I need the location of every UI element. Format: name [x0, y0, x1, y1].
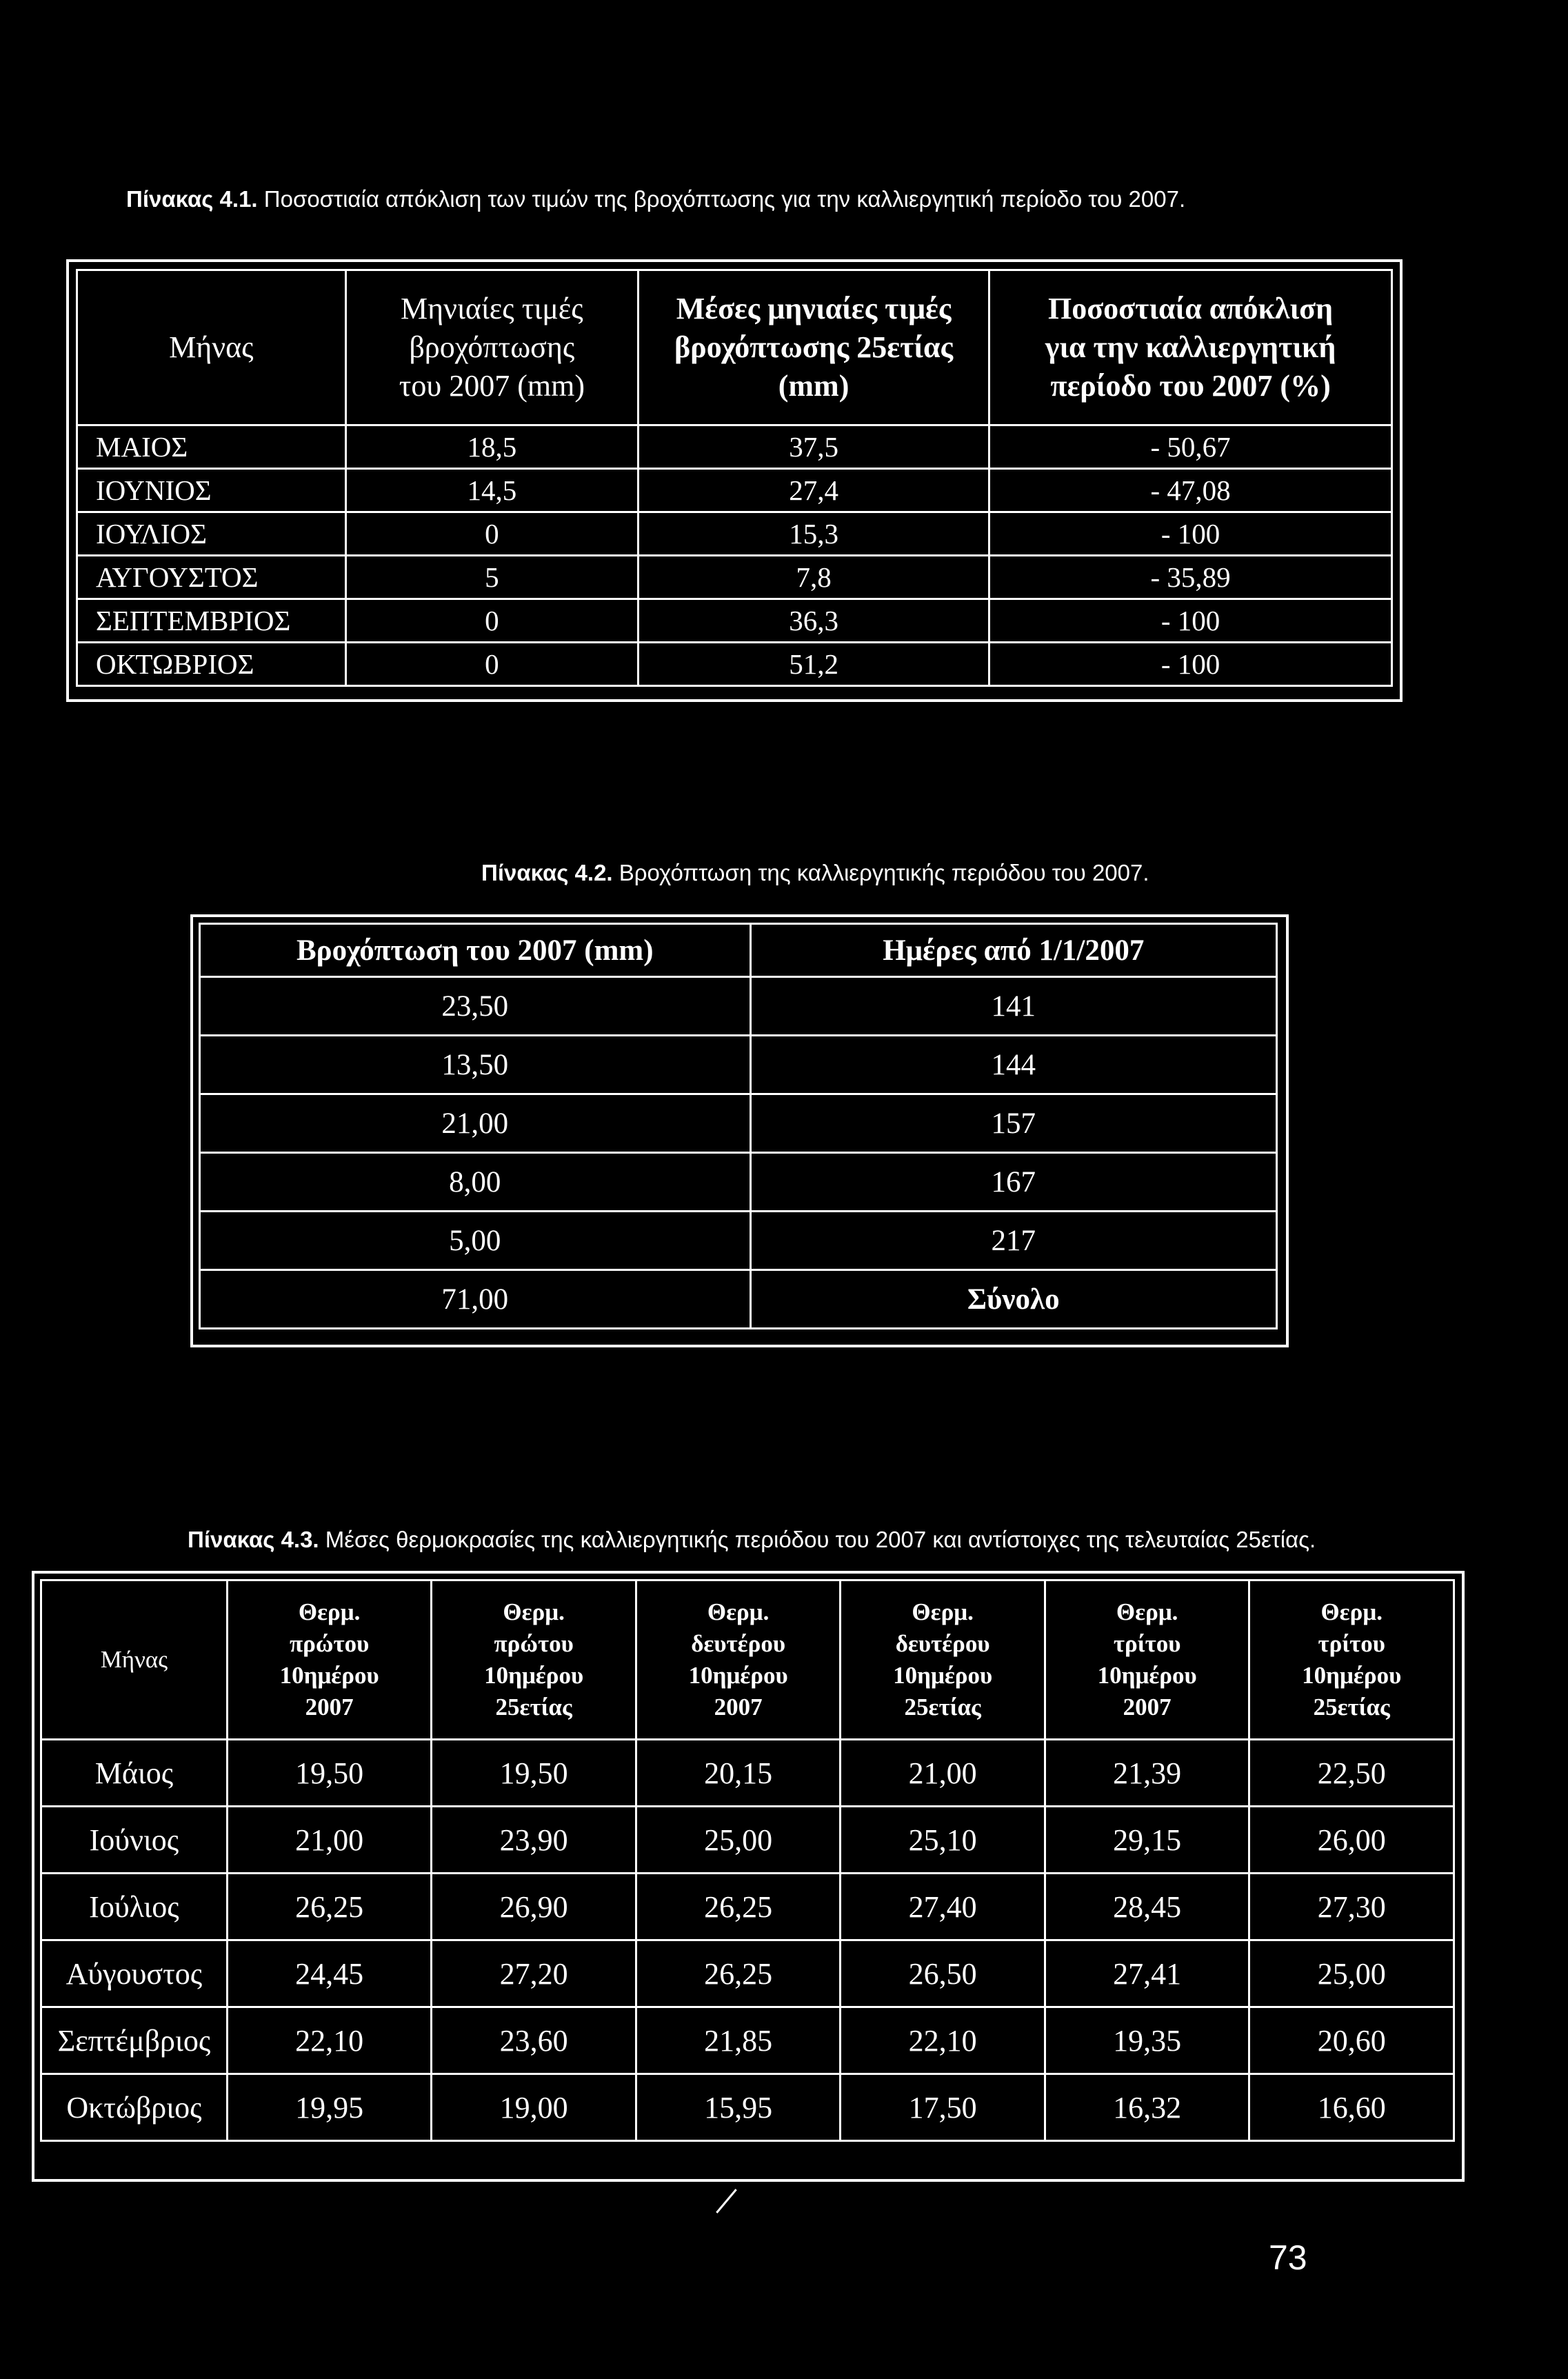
table-cell: 5,00	[200, 1212, 751, 1270]
table-cell: 22,10	[841, 2007, 1045, 2074]
table-2-caption-label: Πίνακας 4.2.	[481, 860, 613, 885]
column-header-temp-1st-25yr: Θερμ. πρώτου 10ημέρου 25ετίας	[432, 1580, 636, 1740]
table-cell: 18,5	[345, 425, 638, 469]
table-cell: 15,3	[639, 512, 989, 556]
table-row	[41, 1874, 1454, 1940]
page-number: 73	[1269, 2238, 1307, 2277]
table-row	[41, 2074, 1454, 2141]
table-header-row	[77, 270, 1392, 425]
table-cell: - 100	[989, 643, 1392, 686]
column-header-month: Μήνας	[41, 1580, 228, 1740]
table-cell: 20,60	[1249, 2007, 1454, 2074]
column-header-monthly-rainfall-2007: Μηνιαίες τιμές βροχόπτωσης του 2007 (mm)	[345, 270, 638, 425]
rainfall-deviation-table	[76, 269, 1393, 687]
table-row	[200, 1212, 1277, 1270]
table-row	[77, 425, 1392, 469]
table-row	[200, 1153, 1277, 1212]
table-row	[200, 1270, 1277, 1329]
table-cell: 15,95	[636, 2074, 841, 2141]
table-cell: 21,00	[841, 1740, 1045, 1807]
column-header-rainfall: Βροχόπτωση του 2007 (mm)	[200, 924, 751, 977]
table-row	[41, 2007, 1454, 2074]
month-cell: ΙΟΥΛΙΟΣ	[77, 512, 346, 556]
table-cell: 7,8	[639, 556, 989, 599]
table-cell: 27,4	[639, 469, 989, 512]
table-cell: 19,00	[432, 2074, 636, 2141]
table-cell: 0	[345, 643, 638, 686]
table-cell: 19,95	[227, 2074, 432, 2141]
table-cell: - 50,67	[989, 425, 1392, 469]
table-2-caption-text: Βροχόπτωση της καλλιεργητικής περιόδου του 2007.	[612, 860, 1149, 885]
column-header-days: Ημέρες από 1/1/2007	[750, 924, 1276, 977]
table-row	[77, 469, 1392, 512]
table-cell: 27,41	[1045, 1940, 1249, 2007]
table-1-caption	[126, 186, 1185, 212]
column-header-temp-3rd-2007: Θερμ. τρίτου 10ημέρου 2007	[1045, 1580, 1249, 1740]
table-cell: 27,30	[1249, 1874, 1454, 1940]
table-2-caption	[481, 860, 1149, 886]
table-cell: 21,00	[200, 1094, 751, 1153]
table-cell: 0	[345, 599, 638, 643]
table-cell: 217	[750, 1212, 1276, 1270]
table-cell: 21,39	[1045, 1740, 1249, 1807]
rainfall-days-table	[199, 923, 1278, 1329]
month-cell: Μάιος	[41, 1740, 228, 1807]
temperature-table	[40, 1579, 1455, 2142]
table-cell: 26,25	[636, 1940, 841, 2007]
stray-mark	[716, 2189, 737, 2214]
table-cell: 16,60	[1249, 2074, 1454, 2141]
table-cell: 0	[345, 512, 638, 556]
table-cell: 19,50	[227, 1740, 432, 1807]
table-3-caption-text: Μέσες θερμοκρασίες της καλλιεργητικής περιόδου του 2007 και αντίστοιχες της τελευταίας 25ετίας.	[319, 1527, 1316, 1552]
table-3-caption-label: Πίνακας 4.3.	[188, 1527, 319, 1552]
table-cell: 26,25	[227, 1874, 432, 1940]
table-cell: 13,50	[200, 1036, 751, 1094]
column-header-percent-deviation: Ποσοστιαία απόκλιση για την καλλιεργητική περίοδο του 2007 (%)	[989, 270, 1392, 425]
table-cell: 167	[750, 1153, 1276, 1212]
table-cell: - 47,08	[989, 469, 1392, 512]
column-header-temp-2nd-2007: Θερμ. δευτέρου 10ημέρου 2007	[636, 1580, 841, 1740]
table-cell: 28,45	[1045, 1874, 1249, 1940]
table-cell: 141	[750, 977, 1276, 1036]
table-cell: 24,45	[227, 1940, 432, 2007]
table-cell: - 35,89	[989, 556, 1392, 599]
table-cell: 25,00	[1249, 1940, 1454, 2007]
table-cell: 25,10	[841, 1807, 1045, 1874]
table-row	[200, 977, 1277, 1036]
table-row	[41, 1807, 1454, 1874]
table-cell: 17,50	[841, 2074, 1045, 2141]
table-cell: - 100	[989, 599, 1392, 643]
table-row	[77, 643, 1392, 686]
table-cell: 23,90	[432, 1807, 636, 1874]
table-cell: 26,00	[1249, 1807, 1454, 1874]
table-cell: 144	[750, 1036, 1276, 1094]
table-cell: 51,2	[639, 643, 989, 686]
table-cell: 157	[750, 1094, 1276, 1153]
month-cell: Αύγουστος	[41, 1940, 228, 2007]
table-cell: 71,00	[200, 1270, 751, 1329]
table-row	[41, 1940, 1454, 2007]
table-cell: 16,32	[1045, 2074, 1249, 2141]
month-cell: Ιούλιος	[41, 1874, 228, 1940]
table-cell: 8,00	[200, 1153, 751, 1212]
table-cell: 22,50	[1249, 1740, 1454, 1807]
table-row	[41, 1740, 1454, 1807]
table-cell: 19,35	[1045, 2007, 1249, 2074]
table-cell: 22,10	[227, 2007, 432, 2074]
table-cell: 21,85	[636, 2007, 841, 2074]
table-cell: - 100	[989, 512, 1392, 556]
table-row	[200, 1094, 1277, 1153]
column-header-mean-rainfall-25yr: Μέσες μηνιαίες τιμές βροχόπτωσης 25ετίας (mm)	[639, 270, 989, 425]
column-header-month: Μήνας	[77, 270, 346, 425]
total-label-cell: Σύνολο	[750, 1270, 1276, 1329]
table-header-row	[41, 1580, 1454, 1740]
table-cell: 25,00	[636, 1807, 841, 1874]
table-cell: 27,40	[841, 1874, 1045, 1940]
month-cell: ΜΑΙΟΣ	[77, 425, 346, 469]
table-cell: 23,60	[432, 2007, 636, 2074]
month-cell: ΙΟΥΝΙΟΣ	[77, 469, 346, 512]
column-header-temp-1st-2007: Θερμ. πρώτου 10ημέρου 2007	[227, 1580, 432, 1740]
column-header-temp-2nd-25yr: Θερμ. δευτέρου 10ημέρου 25ετίας	[841, 1580, 1045, 1740]
table-cell: 19,50	[432, 1740, 636, 1807]
table-cell: 37,5	[639, 425, 989, 469]
month-cell: ΑΥΓΟΥΣΤΟΣ	[77, 556, 346, 599]
month-cell: ΟΚΤΩΒΡΙΟΣ	[77, 643, 346, 686]
table-cell: 5	[345, 556, 638, 599]
table-cell: 23,50	[200, 977, 751, 1036]
table-row	[77, 512, 1392, 556]
table-header-row	[200, 924, 1277, 977]
table-row	[200, 1036, 1277, 1094]
table-cell: 21,00	[227, 1807, 432, 1874]
table-cell: 26,50	[841, 1940, 1045, 2007]
month-cell: Ιούνιος	[41, 1807, 228, 1874]
table-1-caption-label: Πίνακας 4.1.	[126, 186, 258, 212]
month-cell: ΣΕΠΤΕΜΒΡΙΟΣ	[77, 599, 346, 643]
table-3-caption	[188, 1527, 1316, 1553]
table-1-caption-text: Ποσοστιαία απόκλιση των τιμών της βροχόπτωσης για την καλλιεργητική περίοδο του 2007.	[257, 186, 1186, 212]
table-cell: 26,90	[432, 1874, 636, 1940]
table-cell: 14,5	[345, 469, 638, 512]
table-cell: 26,25	[636, 1874, 841, 1940]
month-cell: Οκτώβριος	[41, 2074, 228, 2141]
table-row	[77, 599, 1392, 643]
table-cell: 27,20	[432, 1940, 636, 2007]
table-cell: 36,3	[639, 599, 989, 643]
column-header-temp-3rd-25yr: Θερμ. τρίτου 10ημέρου 25ετίας	[1249, 1580, 1454, 1740]
table-row	[77, 556, 1392, 599]
table-cell: 29,15	[1045, 1807, 1249, 1874]
month-cell: Σεπτέμβριος	[41, 2007, 228, 2074]
table-cell: 20,15	[636, 1740, 841, 1807]
